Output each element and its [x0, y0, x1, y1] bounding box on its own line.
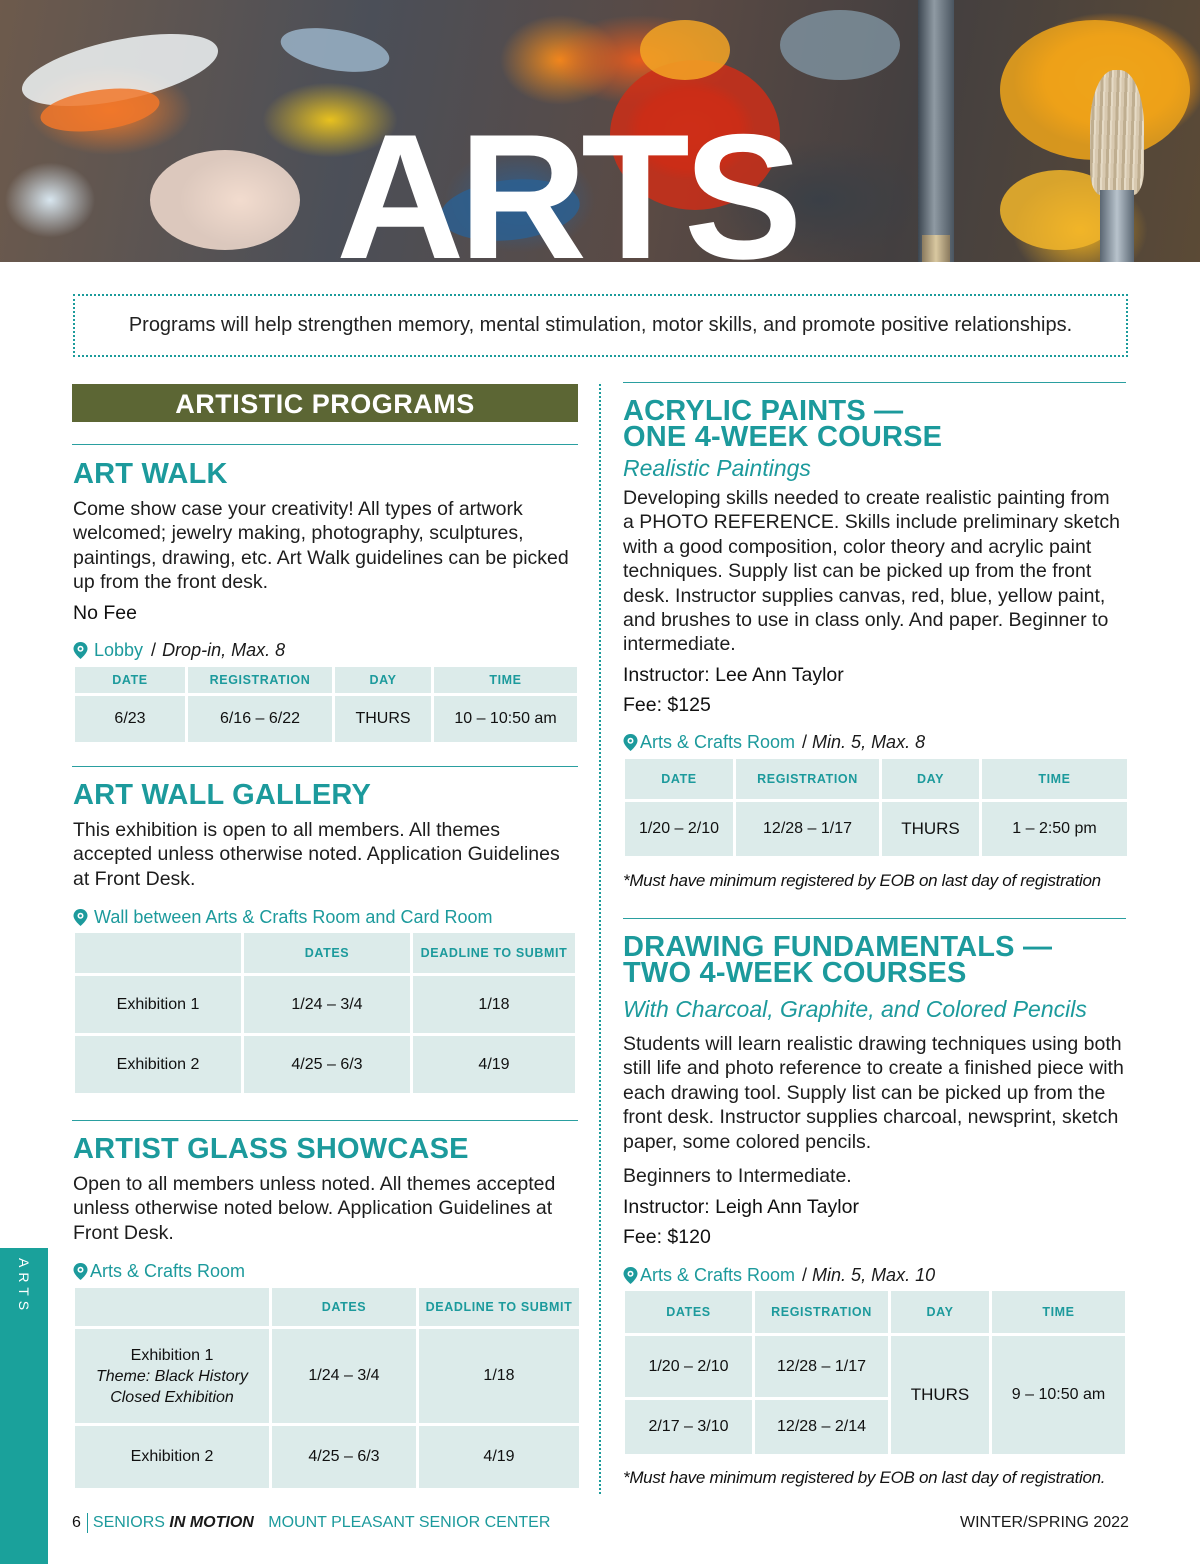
title-line: TWO 4-WEEK COURSES — [623, 957, 967, 989]
instructor: Instructor: Lee Ann Taylor — [623, 664, 844, 686]
col-header: REGISTRATION — [188, 667, 332, 693]
col-header: REGISTRATION — [755, 1291, 888, 1333]
table-cell: 1/18 — [419, 1329, 579, 1423]
schedule-table — [72, 664, 580, 745]
col-header — [75, 1288, 269, 1326]
paint-stroke — [640, 20, 730, 80]
col-header — [75, 933, 241, 973]
location-separator: / — [802, 732, 808, 752]
table-cell: 4/19 — [419, 1426, 579, 1488]
brand-seniors: SENIORS — [92, 1514, 165, 1532]
paintbrush-icon — [918, 0, 954, 262]
section-tab — [0, 1248, 48, 1564]
table-cell: 1/18 — [413, 976, 575, 1033]
table-cell: 12/28 – 2/14 — [755, 1400, 888, 1454]
location-separator: / — [151, 640, 157, 660]
table-cell: 4/25 – 6/3 — [272, 1426, 416, 1488]
exhibition-theme: Theme: Black History — [95, 1367, 249, 1385]
program-subtitle: Realistic Paintings — [623, 455, 811, 481]
table-cell: Exhibition 1 — [75, 976, 241, 1033]
brush-ferrule — [1100, 190, 1134, 262]
table-cell: Exhibition 2 — [75, 1036, 241, 1093]
divider — [72, 766, 578, 767]
paint-stroke — [150, 150, 300, 250]
table-cell: 6/23 — [75, 696, 185, 742]
col-header: DATE — [625, 759, 733, 799]
location-pin-icon — [73, 642, 88, 659]
divider — [72, 444, 578, 445]
table-cell: THURS — [891, 1336, 989, 1454]
location-line — [623, 1264, 935, 1286]
col-header: DAY — [891, 1291, 989, 1333]
intro-statement: Programs will help strengthen memory, mental stimulation, motor skills, and promote positive relationships. — [73, 294, 1128, 357]
program-title-glass-showcase: ARTIST GLASS SHOWCASE — [73, 1133, 469, 1165]
table-cell: 12/28 – 1/17 — [736, 802, 879, 856]
program-fee: Fee: $120 — [623, 1226, 711, 1248]
program-fee: Fee: $125 — [623, 694, 711, 716]
location-name: Wall between Arts & Crafts Room and Card Room — [94, 907, 493, 927]
program-title-drawing — [623, 931, 1053, 989]
exhibition-name: Exhibition 1 — [130, 1346, 214, 1364]
paint-stroke — [277, 21, 392, 79]
program-description: Open to all members unless noted. All themes accepted unless otherwise noted below. Application Guidelines at Front Desk. — [73, 1173, 556, 1244]
table-cell: 4/19 — [413, 1036, 575, 1093]
col-header: TIME — [982, 759, 1127, 799]
title-line: DRAWING FUNDAMENTALS — — [623, 931, 1053, 963]
col-header: REGISTRATION — [736, 759, 879, 799]
program-description: This exhibition is open to all members. All themes accepted unless otherwise noted. Application Guidelines at Front Desk. — [73, 819, 560, 890]
brush-bristles — [1090, 70, 1144, 195]
brand-in-motion: IN MOTION — [169, 1514, 254, 1532]
footer-divider — [87, 1513, 88, 1533]
hero-banner — [0, 0, 1200, 262]
col-header: DATES — [272, 1288, 416, 1326]
table-cell: 9 – 10:50 am — [992, 1336, 1125, 1454]
program-fee: No Fee — [73, 602, 137, 624]
program-description: Come show case your creativity! All types of artwork welcomed; jewelry making, photography, sculptures, paintings, drawing, etc. Art Walk guidelines can be picked up from the front desk. — [73, 498, 569, 594]
table-cell: 6/16 – 6/22 — [188, 696, 332, 742]
title-line: ONE 4-WEEK COURSE — [623, 421, 943, 453]
location-name: Lobby — [94, 640, 144, 660]
location-capacity: Drop-in, Max. 8 — [162, 640, 286, 660]
table-cell: Exhibition 2 — [75, 1426, 269, 1488]
location-capacity: Min. 5, Max. 10 — [812, 1265, 936, 1285]
location-line — [73, 1260, 245, 1282]
section-tab-label: ARTS — [16, 1258, 32, 1316]
column-divider — [599, 384, 601, 1494]
table-cell: 2/17 – 3/10 — [625, 1400, 752, 1454]
location-name: Arts & Crafts Room — [640, 732, 796, 752]
table-cell: THURS — [882, 802, 979, 856]
table-cell: 12/28 – 1/17 — [755, 1336, 888, 1397]
section-banner: ARTISTIC PROGRAMS — [72, 384, 578, 422]
program-subtitle: With Charcoal, Graphite, and Colored Pencils — [623, 996, 1087, 1022]
col-header: DEADLINE TO SUBMIT — [413, 933, 575, 973]
divider — [623, 918, 1126, 919]
table-cell — [75, 1329, 269, 1423]
divider — [623, 382, 1126, 383]
location-pin-icon — [73, 1263, 88, 1280]
paint-stroke — [780, 10, 900, 80]
table-cell: THURS — [335, 696, 431, 742]
col-header: TIME — [992, 1291, 1125, 1333]
location-line — [73, 906, 493, 928]
location-separator: / — [802, 1265, 808, 1285]
location-pin-icon — [623, 734, 638, 751]
col-header: TIME — [434, 667, 577, 693]
program-title-art-walk: ART WALK — [73, 458, 228, 490]
table-cell: 1 – 2:50 pm — [982, 802, 1127, 856]
location-line — [623, 731, 925, 753]
exhibition-status: Closed Exhibition — [110, 1388, 234, 1406]
col-header: DEADLINE TO SUBMIT — [419, 1288, 579, 1326]
program-description: Students will learn realistic drawing techniques using both still life and photo reference to create a finished piece with each drawing tool. Supply list can be picked up from the front desk. Instructor supplies charcoal, newsprint, sketch paper, some colored pencils. — [623, 1033, 1124, 1153]
table-cell: 1/24 – 3/4 — [244, 976, 410, 1033]
location-pin-icon — [623, 1267, 638, 1284]
col-header: DAY — [882, 759, 979, 799]
divider — [72, 1120, 578, 1121]
exhibition-table — [72, 930, 578, 1096]
program-title-art-wall-gallery: ART WALL GALLERY — [73, 779, 372, 811]
program-title-acrylic — [623, 395, 943, 453]
col-header: DATE — [75, 667, 185, 693]
registration-note: *Must have minimum registered by EOB on last day of registration. — [623, 1468, 1106, 1487]
location-name: Arts & Crafts Room — [640, 1265, 796, 1285]
schedule-table — [622, 756, 1130, 859]
schedule-table — [622, 1288, 1128, 1457]
table-cell: 1/24 – 3/4 — [272, 1329, 416, 1423]
location-name: Arts & Crafts Room — [90, 1261, 246, 1281]
page-title: ARTS — [336, 97, 797, 262]
table-cell: 10 – 10:50 am — [434, 696, 577, 742]
location-pin-icon — [73, 909, 88, 926]
footer-season: WINTER/SPRING 2022 — [960, 1514, 1129, 1531]
location-line — [73, 639, 285, 661]
program-level: Beginners to Intermediate. — [623, 1165, 852, 1187]
page-number: 6 — [72, 1514, 81, 1532]
col-header: DATES — [244, 933, 410, 973]
showcase-table — [72, 1285, 582, 1491]
col-header: DATES — [625, 1291, 752, 1333]
instructor: Instructor: Leigh Ann Taylor — [623, 1196, 859, 1218]
footer-left — [72, 1513, 550, 1533]
table-cell: 1/20 – 2/10 — [625, 1336, 752, 1397]
table-cell: 1/20 – 2/10 — [625, 802, 733, 856]
table-cell: 4/25 – 6/3 — [244, 1036, 410, 1093]
program-description: Developing skills needed to create realistic painting from a PHOTO REFERENCE. Skills include preliminary sketch with a good composition, color theory and acrylic paint techniques. Supply list can be picked up from the front desk. Instructor supplies canvas, red, blue, yellow paint, and brushes to use in class only. And paper. Beginner to intermediate. — [623, 487, 1121, 656]
center-name: MOUNT PLEASANT SENIOR CENTER — [268, 1514, 551, 1532]
col-header: DAY — [335, 667, 431, 693]
title-line: ACRYLIC PAINTS — — [623, 395, 904, 427]
registration-note: *Must have minimum registered by EOB on last day of registration — [623, 871, 1101, 890]
location-capacity: Min. 5, Max. 8 — [812, 732, 926, 752]
